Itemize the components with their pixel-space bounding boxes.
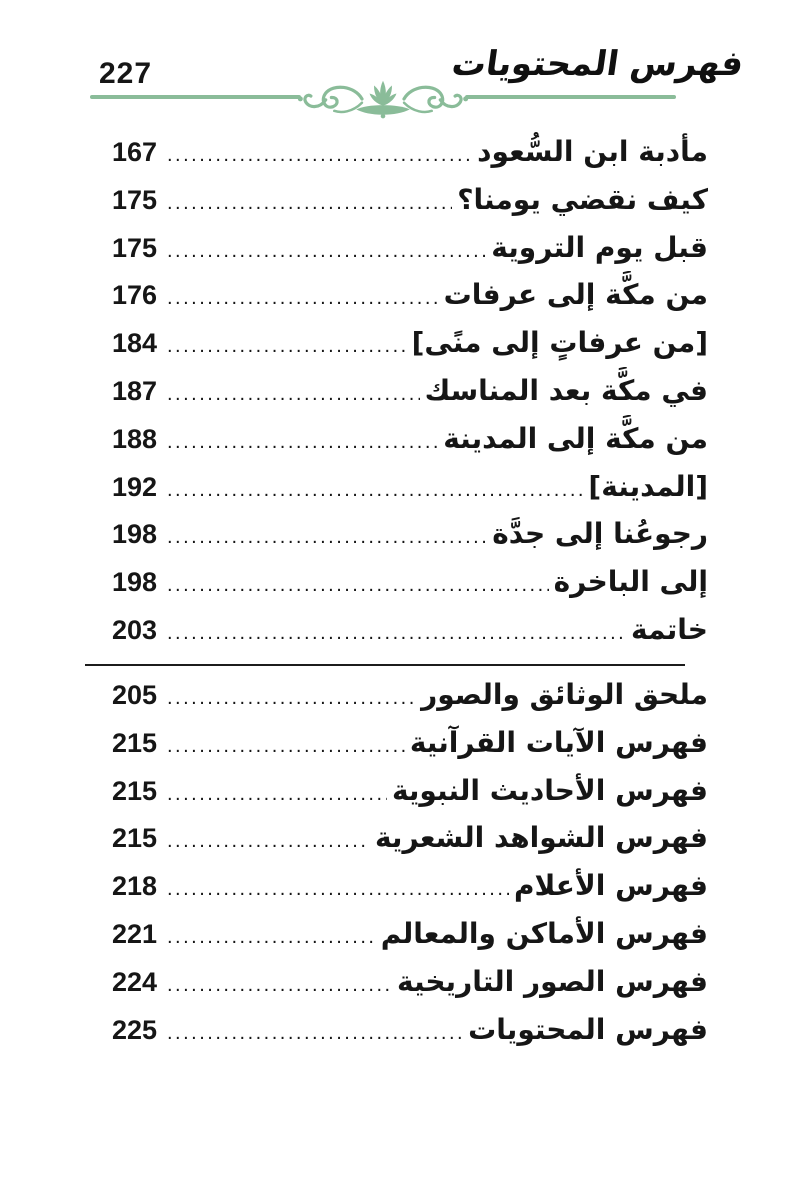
toc-entry-page-number: 218 [112, 871, 158, 902]
floral-divider-icon [297, 74, 469, 120]
toc-entry-title: خاتمة [631, 612, 708, 646]
dot-leader [167, 323, 407, 367]
dot-leader [167, 467, 583, 511]
toc-entry-page-number: 225 [112, 1014, 158, 1045]
toc-entry-title: فهرس الأماكن والمعالم [380, 916, 708, 950]
toc-row [112, 814, 708, 862]
toc-entry-page-number: 175 [112, 232, 158, 263]
toc-entry-title: قبل يوم التروية [491, 230, 708, 264]
toc-entry-title: فهرس الأحاديث النبوية [391, 773, 708, 807]
toc-entry-page-number: 203 [112, 614, 158, 645]
toc-entry-page-number: 198 [112, 567, 158, 598]
toc-entry-page-number: 198 [112, 519, 158, 550]
toc-row [112, 719, 708, 767]
toc-row [112, 606, 708, 654]
toc-row [112, 671, 708, 719]
toc-entry-page-number: 188 [112, 423, 158, 454]
toc-section-main [112, 128, 708, 654]
toc-row [112, 415, 708, 463]
toc-row [112, 910, 708, 958]
toc-row [112, 862, 708, 910]
toc-row [112, 510, 708, 558]
dot-leader [167, 371, 420, 415]
toc-entry-title: فهرس الشواهد الشعرية [374, 821, 708, 855]
dot-leader [167, 275, 439, 319]
toc-row [112, 1006, 708, 1054]
dot-leader [167, 180, 452, 224]
toc-entry-title: [من عرفاتٍ إلى منًى] [411, 326, 708, 360]
dot-leader [167, 818, 370, 862]
dot-leader [167, 610, 626, 654]
page-number: 227 [99, 57, 153, 90]
toc-entry-title: من مكَّة إلى المدينة [443, 421, 708, 455]
toc-entry-title: فهرس الآيات القرآنية [409, 725, 708, 759]
page-title: فهرس المحتويات [448, 44, 746, 84]
header-rule [90, 74, 676, 120]
dot-leader [167, 962, 392, 1006]
toc-entry-title: رجوعُنا إلى جدَّة [492, 517, 708, 551]
toc-entry-page-number: 176 [112, 280, 158, 311]
toc-entry-title: [المدينة] [588, 469, 708, 503]
toc-entry-title: فهرس الأعلام [514, 869, 708, 903]
toc-row [112, 767, 708, 815]
dot-leader [167, 771, 387, 815]
toc-row [112, 319, 708, 367]
toc-entry-page-number: 184 [112, 328, 158, 359]
section-divider [85, 664, 685, 666]
toc-entry-title: مأدبة ابن السُّعود [477, 135, 708, 168]
toc-entry-title: ملحق الوثائق والصور [421, 678, 708, 711]
toc-entry-page-number: 167 [112, 137, 158, 167]
toc-entry-page-number: 205 [112, 680, 158, 710]
dot-leader [167, 723, 405, 767]
dot-leader [167, 866, 509, 910]
dot-leader [167, 914, 376, 958]
toc-entry-title: فهرس المحتويات [468, 1012, 708, 1046]
dot-leader [167, 132, 472, 176]
toc-section-back-matter [112, 671, 708, 1053]
toc-row [112, 958, 708, 1006]
dot-leader [167, 562, 549, 606]
toc-row [112, 558, 708, 606]
toc-entry-page-number: 215 [112, 775, 158, 806]
toc-row [112, 176, 708, 224]
toc-entry-title: من مكَّة إلى عرفات [443, 278, 708, 312]
toc-entry-page-number: 215 [112, 727, 158, 758]
dot-leader [167, 514, 487, 558]
toc-entry-page-number: 175 [112, 184, 158, 215]
toc-entry-page-number: 187 [112, 375, 158, 406]
toc-entry-page-number: 192 [112, 471, 158, 502]
toc-row [112, 224, 708, 272]
toc-row [112, 463, 708, 511]
dot-leader [167, 675, 416, 719]
toc-entry-title: كيف نقضي يومنا؟ [457, 182, 708, 216]
toc-entry-page-number: 221 [112, 918, 158, 949]
toc-entry-page-number: 215 [112, 823, 158, 854]
toc-entry-page-number: 224 [112, 966, 158, 997]
header-rule-right [465, 95, 676, 99]
dot-leader [167, 228, 486, 272]
header-rule-left [90, 95, 301, 99]
toc-row [112, 367, 708, 415]
toc-row [112, 128, 708, 176]
toc-entry-title: فهرس الصور التاريخية [396, 964, 708, 998]
toc-entry-title: إلى الباخرة [553, 565, 708, 599]
toc-entry-title: في مكَّة بعد المناسك [424, 373, 708, 407]
toc-row [112, 271, 708, 319]
dot-leader [167, 1010, 463, 1054]
dot-leader [167, 419, 438, 463]
